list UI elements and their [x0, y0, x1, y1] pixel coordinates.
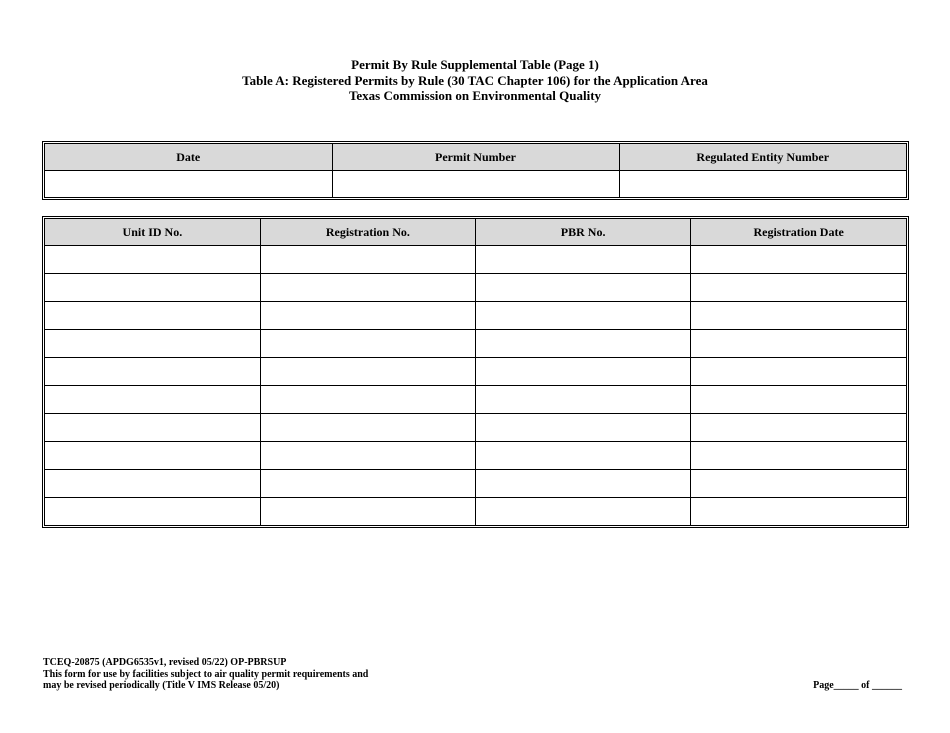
- form-revision-note: may be revised periodically (Title V IMS Release 05/20): [43, 680, 280, 691]
- unit-id-cell[interactable]: [45, 498, 260, 526]
- registration-no-cell[interactable]: [260, 330, 475, 358]
- date-cell[interactable]: [45, 171, 332, 198]
- registration-no-cell[interactable]: [260, 386, 475, 414]
- column-header-pbr-no: PBR No.: [476, 219, 691, 246]
- table-header-row: [45, 219, 906, 246]
- permit-number-cell[interactable]: [332, 171, 619, 198]
- pbr-no-cell[interactable]: [476, 498, 691, 526]
- table-row: [45, 442, 906, 470]
- form-footer: [43, 657, 368, 692]
- registration-date-cell[interactable]: [691, 498, 906, 526]
- unit-id-cell[interactable]: [45, 358, 260, 386]
- column-header-date: Date: [45, 144, 332, 171]
- registration-no-cell[interactable]: [260, 246, 475, 274]
- registration-date-cell[interactable]: [691, 274, 906, 302]
- table-row: [45, 274, 906, 302]
- regulated-entity-number-cell[interactable]: [619, 171, 906, 198]
- registration-no-cell[interactable]: [260, 442, 475, 470]
- agency-name: Texas Commission on Environmental Quality: [348, 88, 602, 103]
- registration-table-frame: [42, 216, 909, 528]
- registration-date-cell[interactable]: [691, 386, 906, 414]
- registration-date-cell[interactable]: [691, 442, 906, 470]
- registration-no-cell[interactable]: [260, 302, 475, 330]
- form-usage-note: This form for use by facilities subject to air quality permit requirements and: [43, 668, 369, 680]
- unit-id-cell[interactable]: [45, 246, 260, 274]
- table-title: Table A: Registered Permits by Rule (30 TAC Chapter 106) for the Application Area: [242, 72, 708, 88]
- column-header-registration-no: Registration No.: [260, 219, 475, 246]
- pbr-no-cell[interactable]: [476, 330, 691, 358]
- registration-date-cell[interactable]: [691, 470, 906, 498]
- pbr-no-cell[interactable]: [476, 246, 691, 274]
- pbr-no-cell[interactable]: [476, 386, 691, 414]
- registration-no-cell[interactable]: [260, 414, 475, 442]
- pbr-no-cell[interactable]: [476, 302, 691, 330]
- identification-table-frame: [42, 141, 909, 200]
- registration-no-cell[interactable]: [260, 498, 475, 526]
- column-header-registration-date: Registration Date: [691, 219, 906, 246]
- registration-no-cell[interactable]: [260, 274, 475, 302]
- unit-id-cell[interactable]: [45, 302, 260, 330]
- registration-date-cell[interactable]: [691, 358, 906, 386]
- registration-date-cell[interactable]: [691, 330, 906, 358]
- form-header: [0, 57, 950, 104]
- form-title: Permit By Rule Supplemental Table (Page 1): [351, 57, 599, 72]
- registration-date-cell[interactable]: [691, 302, 906, 330]
- table-row: [45, 330, 906, 358]
- pbr-no-cell[interactable]: [476, 414, 691, 442]
- table-row: [45, 358, 906, 386]
- pbr-no-cell[interactable]: [476, 274, 691, 302]
- table-header-row: [45, 144, 906, 171]
- unit-id-cell[interactable]: [45, 414, 260, 442]
- form-number: TCEQ-20875 (APDG6535v1, revised 05/22) OP-PBRSUP: [43, 657, 287, 668]
- unit-id-cell[interactable]: [45, 386, 260, 414]
- page-number-field[interactable]: Page_____ of ______: [813, 680, 902, 691]
- pbr-no-cell[interactable]: [476, 470, 691, 498]
- unit-id-cell[interactable]: [45, 470, 260, 498]
- registration-table: [45, 219, 906, 525]
- registration-date-cell[interactable]: [691, 246, 906, 274]
- column-header-unit-id: Unit ID No.: [45, 219, 260, 246]
- column-header-permit-number: Permit Number: [332, 144, 619, 171]
- registration-no-cell[interactable]: [260, 358, 475, 386]
- unit-id-cell[interactable]: [45, 274, 260, 302]
- pbr-no-cell[interactable]: [476, 358, 691, 386]
- table-row: [45, 386, 906, 414]
- table-row: [45, 302, 906, 330]
- table-row: [45, 498, 906, 526]
- identification-table: [45, 144, 906, 197]
- column-header-regulated-entity-number: Regulated Entity Number: [619, 144, 906, 171]
- registration-no-cell[interactable]: [260, 470, 475, 498]
- registration-date-cell[interactable]: [691, 414, 906, 442]
- table-row: [45, 414, 906, 442]
- unit-id-cell[interactable]: [45, 442, 260, 470]
- unit-id-cell[interactable]: [45, 330, 260, 358]
- table-row: [45, 171, 906, 198]
- table-row: [45, 470, 906, 498]
- pbr-no-cell[interactable]: [476, 442, 691, 470]
- table-row: [45, 246, 906, 274]
